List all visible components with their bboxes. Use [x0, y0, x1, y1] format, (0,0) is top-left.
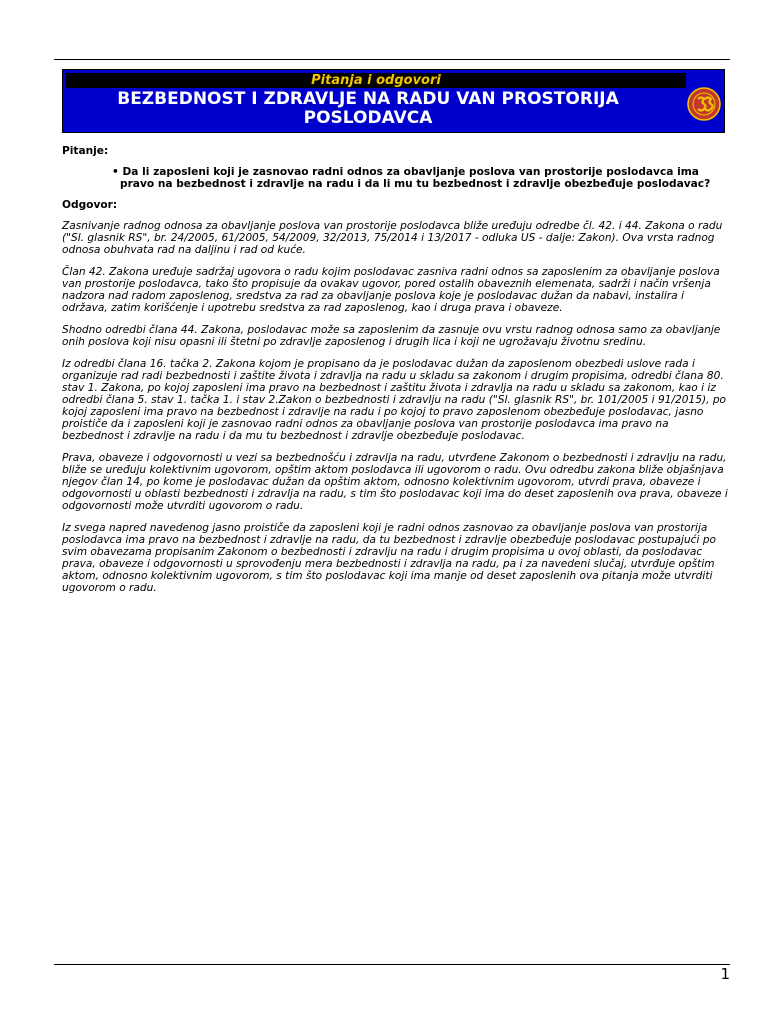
answer-label: Odgovor: — [62, 199, 118, 211]
answer-paragraph: Shodno odredbi člana 44. Zakona, poslodavac može sa zaposlenim da zasnuje ovu vrstu radnog odnosa samo za obavljanje onih poslova koji nisu opasni ili štetni po zdravlje zaposlenog i drugih lica i koji ne ugrožavaju životnu sredinu. — [62, 324, 721, 348]
header-rule — [54, 59, 730, 60]
answer-paragraph: Prava, obaveze i odgovornosti u vezi sa bezbednošću i zdravlja na radu, utvrđene Zakonom o bezbednosti i zdravlju na radu, bliže se uređuju kolektivnim ugovorom, opštim aktom poslodavca ili ugovorom o radu. Ovu odredbu zakona bliže objašnjava njegov član 14, po kome je poslodavac dužan da opštim aktom, odnosno kolektivnim ugovorom, utvrdi prava, obaveze i odgovornosti u oblasti bezbednosti i zdravlja na radu, s tim što poslodavac koji ima do deset zaposlenih ova prava, obaveze i odgovornosti može utvrditi ugovorom o radu. — [62, 452, 728, 512]
answer-paragraph: Iz svega napred navedenog jasno proističe da zaposleni koji je radni odnos zasnovao za obavljanje poslova van prostorija poslodavca ima pravo na bezbednost i zdravlje na radu, da tu bezbednost i zdravlje obezbeđuje poslodavac postupajući po svim obavezama propisanim Zakonom o bezbednosti i zdravlju na radu i drugim propisima u ovoj oblasti, da poslodavac prava, obaveze i odgovornosti u sprovođenju mera bezbednosti i zdravlja na radu, pa i za navedeni slučaj, utvrđuje opštim aktom, odnosno kolektivnim ugovorom, s tim što poslodavac koji ima manje od deset zaposlenih ova pitanja može utvrditi ugovorom o radu. — [62, 522, 717, 594]
answer-paragraph: Član 42. Zakona uređuje sadržaj ugovora o radu kojim poslodavac zasniva radni odnos sa zaposlenim za obavljanje poslova van prostorije poslodavca, tako što propisuje da ovakav ugovor, pored ostalih obaveznih elemenata, sadrži i način vršenja nadzora nad radom zaposlenog, sredstva za rad za obavljanje poslova koje je poslodavac dužan da nabavi, instalira i održava, zatim korišćenje i upotrebu sredstva za rad zaposlenog, kao i druga prava i obaveze. — [62, 266, 720, 314]
banner-subtitle: Pitanja i odgovori — [66, 73, 686, 88]
document-body — [62, 145, 728, 604]
footer-rule — [54, 964, 730, 965]
title-banner — [62, 69, 725, 133]
answer-paragraph: Iz odredbi člana 16. tačka 2. Zakona kojom je propisano da je poslodavac dužan da zaposlenom obezbedi uslove rada i organizuje rad radi bezbednosti i zaštite života i zdravlja na radu u skladu sa zakonom i drugim propisima, odredbi člana 80. stav 1. Zakona, po kojoj zaposleni ima pravo na bezbednost i zaštitu života i zdravlja na radu u skladu sa zakonom, kao i iz odredbi člana 5. stav 1. tačka 1. i stav 2.Zakon o bezbednosti i zdravlju na radu ("Sl. glasnik RS", br. 101/2005 i 91/2015), po kojoj zaposleni ima pravo na bezbednost i zdravlje na radu i po kojoj to pravo zaposlenom obezbeđuje poslodavac, jasno proističe da i zaposleni koji je zasnovao radni odnos za obavljanje poslova van prostorije poslodavca ima pravo na bezbednost i zdravlje na radu i da mu tu bezbednost i zdravlje obezbeđuje poslodavac. — [62, 358, 727, 442]
ss-paragraf-seal-icon — [687, 87, 721, 121]
bullet-glyph: • — [112, 166, 119, 178]
question-item — [112, 166, 728, 190]
page-title: BEZBEDNOST I ZDRAVLJE NA RADU VAN PROSTORIJA POSLODAVCA — [117, 89, 619, 128]
question-label: Pitanje: — [62, 145, 109, 157]
page-number: 1 — [720, 965, 730, 983]
question-text: Da li zaposleni koji je zasnovao radni odnos za obavljanje poslova van prostorije poslodavca ima pravo na bezbednost i zdravlje na radu i da li mu tu bezbednost i zdravlje obezbeđuje poslodavac? — [120, 166, 711, 190]
answer-paragraph: Zasnivanje radnog odnosa za obavljanje poslova van prostorije poslodavca bliže uređuju odredbe čl. 42. i 44. Zakona o radu ("Sl. glasnik RS", br. 24/2005, 61/2005, 54/2009, 32/2013, 75/2014 i 13/2017 - odluka US - dalje: Zakon). Ova vrsta radnog odnosa obuhvata rad na daljinu i rad od kuće. — [62, 220, 723, 256]
